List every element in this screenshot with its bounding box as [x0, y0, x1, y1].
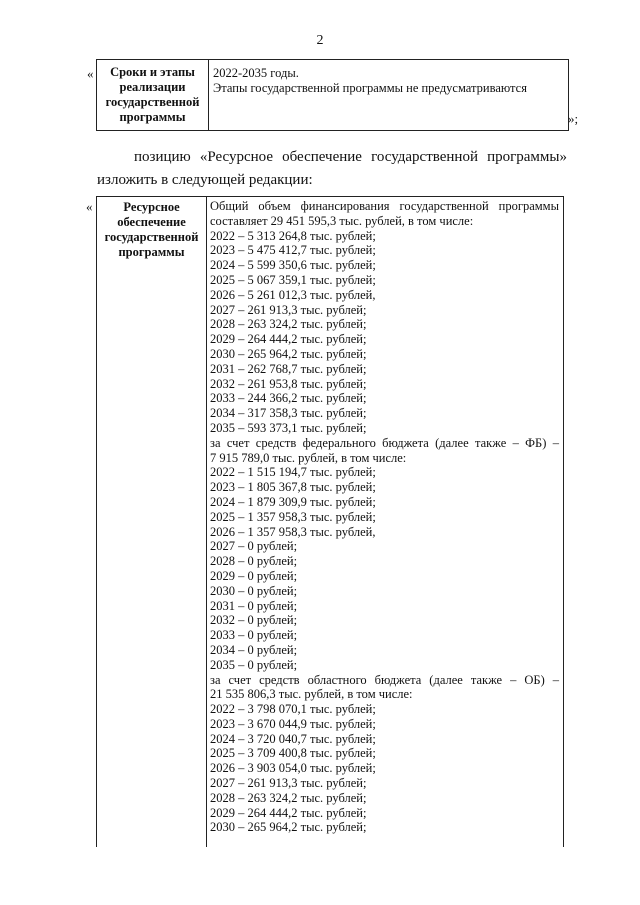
ob-year-line: 2026 – 3 903 054,0 тыс. рублей;	[210, 761, 376, 776]
block2-open-quote: «	[86, 199, 93, 214]
total-year-line: 2032 – 261 953,8 тыс. рублей;	[210, 376, 367, 391]
ob-years-list	[210, 702, 559, 835]
fb-intro-line: 7 915 789,0 тыс. рублей, в том числе:	[210, 450, 407, 465]
ob-year-line: 2030 – 265 964,2 тыс. рублей;	[210, 820, 367, 835]
timeline-value	[213, 66, 563, 96]
fb-year-line: 2026 – 1 357 958,3 тыс. рублей,	[210, 524, 376, 539]
resource-value	[210, 199, 559, 835]
ob-intro-line: 21 535 806,3 тыс. рублей, в том числе:	[210, 687, 413, 702]
total-year-line: 2033 – 244 366,2 тыс. рублей;	[210, 391, 367, 406]
total-year-line: 2030 – 265 964,2 тыс. рублей;	[210, 346, 367, 361]
fb-year-line: 2029 – 0 рублей;	[210, 568, 298, 583]
ob-intro-line: за счет средств областного бюджета (далее также – ОБ) –	[210, 672, 559, 687]
ob-year-line: 2029 – 264 444,2 тыс. рублей;	[210, 805, 367, 820]
total-year-line: 2025 – 5 067 359,1 тыс. рублей;	[210, 272, 376, 287]
total-year-line: 2024 – 5 599 350,6 тыс. рублей;	[210, 258, 376, 273]
total-year-line: 2022 – 5 313 264,8 тыс. рублей;	[210, 228, 376, 243]
fb-year-line: 2034 – 0 рублей;	[210, 642, 298, 657]
total-years-list	[210, 229, 559, 436]
resource-table	[96, 196, 564, 847]
total-year-line: 2028 – 263 324,2 тыс. рублей;	[210, 317, 367, 332]
resource-label: Ресурсное обеспечение государственной программы	[97, 197, 207, 847]
timeline-table	[96, 59, 569, 131]
total-intro-line: Общий объем финансирования государственной программы	[210, 199, 559, 213]
ob-year-line: 2024 – 3 720 040,7 тыс. рублей;	[210, 731, 376, 746]
ob-year-line: 2023 – 3 670 044,9 тыс. рублей;	[210, 716, 376, 731]
fb-years-list	[210, 465, 559, 672]
ob-year-line: 2025 – 3 709 400,8 тыс. рублей;	[210, 746, 376, 761]
fb-year-line: 2035 – 0 рублей;	[210, 657, 298, 672]
timeline-line: 2022-2035 годы.	[213, 66, 299, 80]
fb-year-line: 2027 – 0 рублей;	[210, 539, 298, 554]
total-year-line: 2027 – 261 913,3 тыс. рублей;	[210, 302, 367, 317]
page-number: 2	[316, 33, 324, 48]
total-year-line: 2023 – 5 475 412,7 тыс. рублей;	[210, 243, 376, 258]
fb-year-line: 2031 – 0 рублей;	[210, 598, 298, 613]
fb-year-line: 2025 – 1 357 958,3 тыс. рублей;	[210, 509, 376, 524]
instruction-line-2: изложить в следующей редакции:	[97, 172, 313, 188]
fb-intro-line: за счет средств федерального бюджета (далее также – ФБ) –	[210, 435, 559, 450]
block1-open-quote: «	[87, 66, 94, 81]
fb-year-line: 2024 – 1 879 309,9 тыс. рублей;	[210, 494, 376, 509]
timeline-line: Этапы государственной программы не предусматриваются	[213, 81, 527, 95]
fb-year-line: 2028 – 0 рублей;	[210, 554, 298, 569]
total-year-line: 2031 – 262 768,7 тыс. рублей;	[210, 361, 367, 376]
fb-year-line: 2030 – 0 рублей;	[210, 583, 298, 598]
total-year-line: 2035 – 593 373,1 тыс. рублей;	[210, 420, 367, 435]
timeline-label: Сроки и этапы реализации государственной программы	[97, 60, 209, 130]
fb-year-line: 2033 – 0 рублей;	[210, 628, 298, 643]
ob-year-line: 2027 – 261 913,3 тыс. рублей;	[210, 776, 367, 791]
block1-close-quote: »;	[568, 111, 579, 126]
total-year-line: 2026 – 5 261 012,3 тыс. рублей,	[210, 287, 376, 302]
total-year-line: 2029 – 264 444,2 тыс. рублей;	[210, 332, 367, 347]
ob-year-line: 2028 – 263 324,2 тыс. рублей;	[210, 790, 367, 805]
total-intro-line: составляет 29 451 595,3 тыс. рублей, в том числе:	[210, 213, 474, 228]
fb-year-line: 2022 – 1 515 194,7 тыс. рублей;	[210, 465, 376, 480]
total-year-line: 2034 – 317 358,3 тыс. рублей;	[210, 406, 367, 421]
instruction-line-1: позицию «Ресурсное обеспечение государственной программы»	[134, 149, 567, 165]
ob-year-line: 2022 – 3 798 070,1 тыс. рублей;	[210, 702, 376, 717]
fb-year-line: 2023 – 1 805 367,8 тыс. рублей;	[210, 480, 376, 495]
fb-year-line: 2032 – 0 рублей;	[210, 613, 298, 628]
